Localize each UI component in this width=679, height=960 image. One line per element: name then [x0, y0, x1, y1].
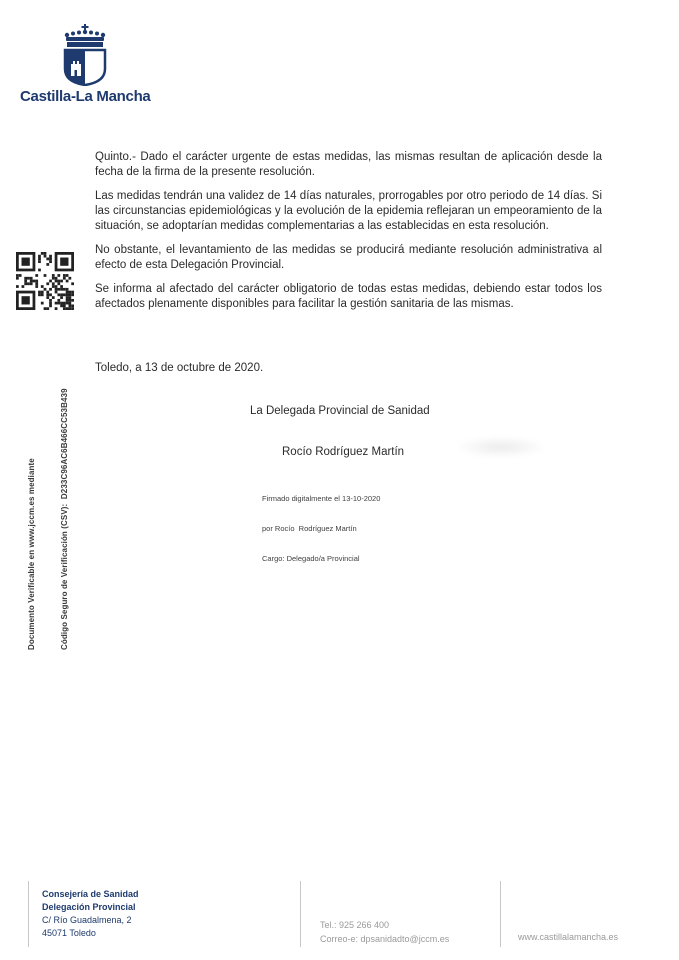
footer-address	[42, 888, 139, 940]
paragraph-quinto: Quinto.- Dado el carácter urgente de estas medidas, las mismas resultan de aplicación desde la fecha de la firma de la presente resolución.	[95, 151, 602, 178]
digital-signature-stamp	[262, 474, 380, 584]
footer-divider-2	[300, 881, 301, 947]
footer-website: www.castillalamancha.es	[518, 932, 619, 942]
dateline: Toledo, a 13 de octubre de 2020.	[95, 362, 264, 374]
paragraph-obligatorio: Se informa al afectado del carácter obligatorio de todas estas medidas, debiendo estar todos los afectados plenamente disponibles para facilitar la gestión sanitaria de las mismas.	[95, 283, 602, 310]
csv-line-1: Documento Verificable en www.jccm.es mediante	[27, 458, 36, 650]
paragraph-levantamiento: No obstante, el levantamiento de las medidas se producirá mediante resolución administrativa al efecto de esta Delegación Provincial.	[95, 244, 602, 271]
footer-phone: Tel.: 925 266 400	[320, 920, 390, 930]
digital-signature-line-3: Cargo: Delegado/a Provincial	[262, 554, 360, 563]
paragraph-validez: Las medidas tendrán una validez de 14 días naturales, prorrogables por otro periodo de 14 días. Si las circunstancias epidemiológicas y la evolución de la epidemia reflejaran un empeoramiento de la situación, se adoptarían medidas complementarias a las establecidas en esta resolución.	[95, 190, 602, 232]
footer-street: C/ Río Guadalmena, 2	[42, 915, 132, 925]
footer-divider-1	[28, 881, 29, 947]
footer-contact	[320, 918, 449, 946]
csv-line-2: Código Seguro de Verificación (CSV): D233C96AC6B466CC53B439	[60, 388, 69, 650]
footer-divider-3	[500, 881, 501, 947]
digital-signature-line-1: Firmado digitalmente el 13-10-2020	[262, 494, 381, 503]
header-logo	[20, 24, 150, 105]
signer-title: La Delegada Provincial de Sanidad	[250, 405, 430, 417]
document-body	[95, 150, 602, 321]
csv-verification-text	[4, 240, 69, 650]
digital-signature-line-2: por Rocío Rodríguez Martín	[262, 524, 357, 533]
footer-org-line2: Delegación Provincial	[42, 902, 136, 912]
page-footer	[0, 878, 679, 960]
footer-city: 45071 Toledo	[42, 928, 96, 938]
footer-org-line1: Consejería de Sanidad	[42, 889, 139, 899]
signer-name: Rocío Rodríguez Martín	[282, 446, 405, 458]
signature-smudge	[455, 436, 547, 458]
logo-text: Castilla-La Mancha	[20, 88, 151, 105]
footer-email: Correo-e: dpsanidadto@jccm.es	[320, 934, 450, 944]
castilla-la-mancha-logo-icon	[53, 24, 117, 86]
